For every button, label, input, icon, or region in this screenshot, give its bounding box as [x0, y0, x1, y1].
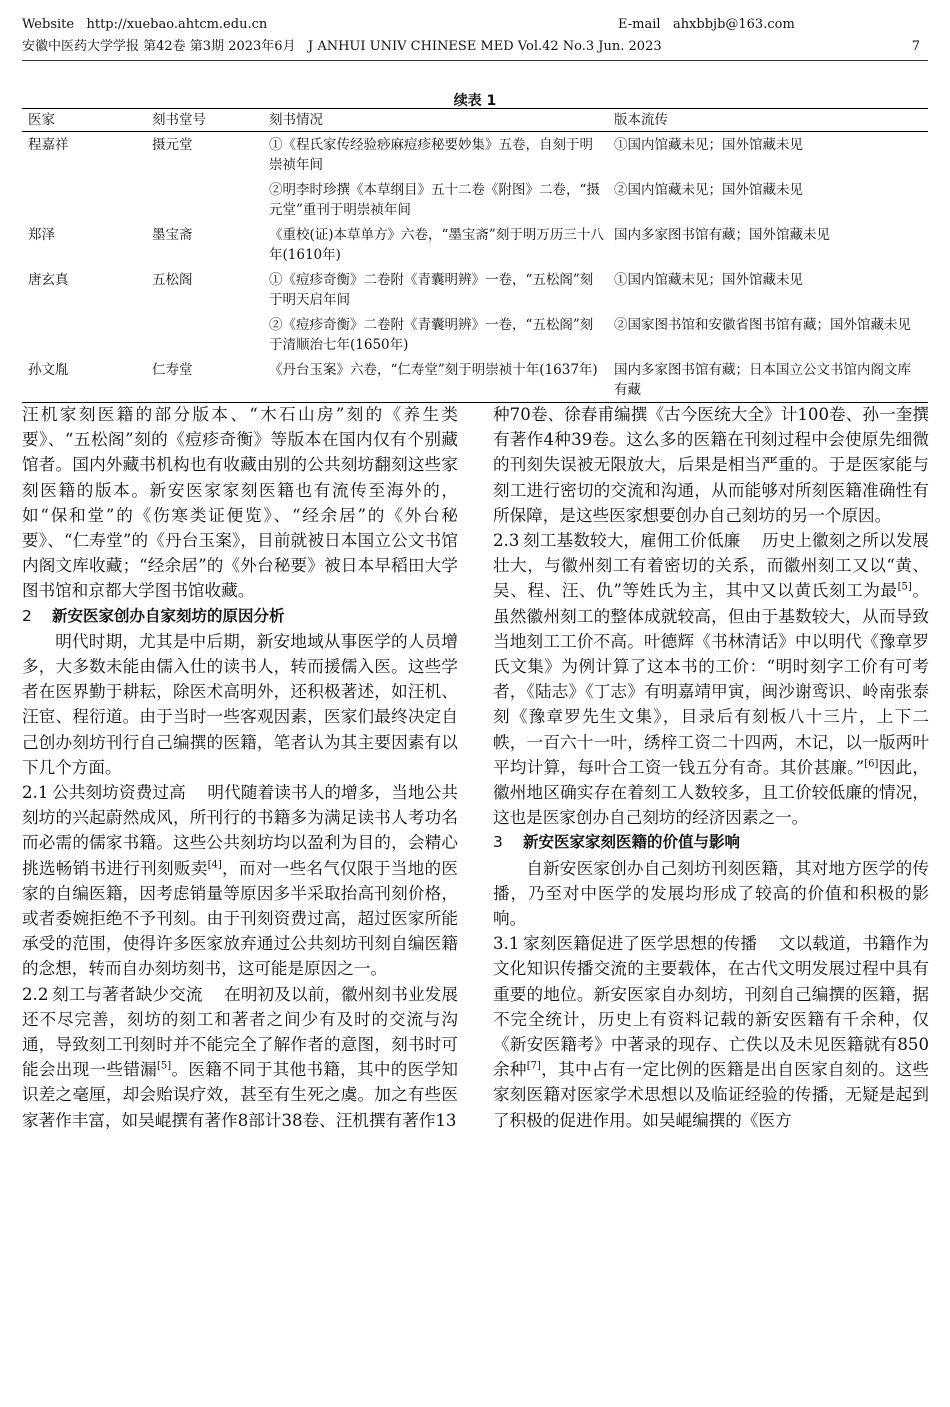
paragraph-text: 。虽然徽州刻工的整体成就较高，但由于基数较大，从而导致当地刻工工价不高。叶德辉《书林清话》中以明代《豫章罗氏文集》为例计算了这本书的工价：“明时刻字工价有可考者，《陆志》《丁志》有明嘉靖甲寅，闽沙谢鸾识、岭南张泰刻《豫章罗先生文集》，目录后有刻板八十三片，上下二帙，一百六十一叶，绣梓工资二十四两，木记，以一版两叶平均计算，每叶合工资一钱五分有奇。其价甚廉。” — [493, 581, 930, 777]
table-row — [22, 177, 928, 222]
table-cell — [22, 312, 146, 357]
table-cell — [146, 177, 263, 222]
citation[interactable]: [5] — [897, 581, 912, 593]
paragraph-text: ，而对一些名气仅限于当地的医家的自编医籍，因考虑销量等原因多半采取抬高刊刻价格，或者委婉拒绝不予刊刻。由于刊刻资费过高，超过医家所能承受的范围，使得许多医家放弃通过公共刻坊刊刻自编医籍的念想，转而自办刻坊刻书，这可能是原因之一。 — [22, 858, 459, 979]
website-label: Website — [22, 17, 75, 32]
table-cell — [146, 312, 263, 357]
subsection-number: 2.1 — [22, 783, 49, 803]
subsection-paragraph — [493, 931, 929, 1133]
table-cell — [22, 177, 146, 222]
table-cell: 孙文胤 — [22, 357, 146, 403]
citation[interactable]: [6] — [864, 758, 879, 770]
journal-title-cn: 安徽中医药大学学报 第42卷 第3期 2023年6月 — [22, 39, 296, 54]
paragraph-text: ，其中占有一定比例的医籍是出自医家自刻的。这些家刻医籍对医家学术思想以及临证经验的传播，无疑是起到了积极的促进作用。如吴崐编撰的《医方 — [493, 1060, 930, 1130]
right-column — [493, 402, 929, 1133]
section-title: 新安医家创办自家刻坊的原因分析 — [52, 606, 285, 625]
table-row — [22, 132, 928, 178]
paragraph: 明代时期，尤其是中后期，新安地域从事医学的人员增多，大多数未能由儒入仕的读书人，转而援儒入医。这些学者在医界勤于耕耘，除医术高明外，还积极著述，如汪机、汪宦、程衍道。由于当时一些客观因素，医家们最终决定自己创办刻坊刊行自己编撰的医籍，笔者认为其主要因素有以下几个方面。 — [22, 631, 458, 777]
email-address[interactable]: ahxbbjb@163.com — [672, 17, 795, 32]
table-cell: 《丹台玉案》六卷，“仁寿堂”刻于明崇祯十年(1637年) — [263, 357, 608, 403]
table-cell: ①《痘疹奇衡》二卷附《青囊明辨》一卷，“五松阁”刻于明天启年间 — [269, 272, 594, 308]
page-number: 7 — [911, 39, 920, 54]
table-cell: ①国内馆藏未见；国外馆藏未见 — [614, 137, 803, 153]
header-line-2 — [22, 38, 928, 56]
paragraph-text: 因此，徽州地区确实存在着刻工人数较多，且工价较低廉的情况，这也是医家创办自己刻坊的经济因素之一。 — [493, 757, 930, 828]
table-header-cell: 版本流传 — [608, 109, 928, 132]
email-label: E-mail — [618, 17, 661, 32]
table-row — [22, 357, 928, 403]
table-cell: 摄元堂 — [152, 137, 193, 153]
paragraph: 汪机家刻医籍的部分版本、“木石山房”刻的《养生类要》、“五松阁”刻的《痘疹奇衡》等版本在国内仅有个别藏馆者。国内外藏书机构也有收藏由别的公共刻坊翻刻这些家刻医籍的版本。新安医家家刻医籍也有流传至海外的，如“保和堂”的《伤寒类证便览》、“经余居”的《外台秘要》、“仁寿堂”的《丹台玉案》，目前就被日本国立公文书馆内阁文库收藏；“经余居”的《外台秘要》被日本早稻田大学图书馆和京都大学图书馆收藏。 — [22, 405, 458, 601]
subsection-number: 3.1 — [493, 934, 520, 954]
header-line-1 — [22, 16, 928, 34]
paragraph-text: 。医籍不同于其他书籍，其中的医学知识差之毫厘，却会贻误疗效，甚至有生死之虞。加之有些医家著作丰富，如吴崐撰有著作8部计38卷、汪机撰有著作13 — [22, 1060, 459, 1130]
table-header-cell: 医家 — [22, 109, 146, 132]
subsection-paragraph — [493, 528, 929, 830]
table-header-cell: 刻书堂号 — [146, 109, 263, 132]
subsection-number: 2.2 — [22, 984, 49, 1004]
table-cell: ②明李时珍撰《本草纲目》五十二卷《附图》二卷，“摄元堂”重刊于明崇祯年间 — [269, 182, 600, 218]
table-row — [22, 267, 928, 312]
section-number: 2 — [22, 606, 32, 625]
table-header-cell: 刻书情况 — [263, 109, 608, 132]
table-1-continued — [22, 108, 928, 403]
table-cell: 《重校(证)本草单方》六卷，“墨宝斋”刻于明万历三十八年(1610年) — [269, 227, 604, 263]
section-heading — [493, 830, 929, 855]
table-cell: 郑泽 — [28, 227, 55, 243]
paragraph-text: 文以载道，书籍作为文化知识传播交流的主要载体，在古代文明发展过程中具有重要的地位。新安医家自办刻坊，刊刻自己编撰的医籍，据不完全统计，历史上有资料记载的新安医籍有千余种，仅《新安医籍考》中著录的现存、亡佚以及未见医籍就有850余种 — [493, 934, 930, 1080]
subsection-title: 刻工与著者缺少交流 — [52, 984, 203, 1004]
table-row — [22, 312, 928, 357]
table-caption: 续表 1 — [453, 93, 497, 109]
table-cell: ②国家图书馆和安徽省图书馆有藏；国外馆藏未见 — [614, 317, 911, 333]
table-cell: 五松阁 — [152, 272, 193, 288]
section-number: 3 — [493, 833, 503, 852]
table-cell: 国内多家图书馆有藏；日本国立公文书馆内阁文库有藏 — [608, 357, 928, 403]
header-divider — [22, 60, 928, 61]
table-cell: 国内多家图书馆有藏；国外馆藏未见 — [614, 227, 830, 243]
paragraph: 种70卷、徐春甫编撰《古今医统大全》计100卷、孙一奎撰有著作4种39卷。这么多的医籍在刊刻过程中会使原先细微的刊刻失误被无限放大，后果是相当严重的。于是医家能与刻工进行密切的交流和沟通，从而能够对所刻医籍准确性有所保障，是这些医家想要创办自己刻坊的另一个原因。 — [493, 405, 929, 525]
paragraph: 自新安医家创办自己刻坊刊刻医籍，其对地方医学的传播，乃至对中医学的发展均形成了较高的价值和积极的影响。 — [493, 858, 929, 929]
citation[interactable]: [5] — [157, 1060, 172, 1072]
table-cell: 墨宝斋 — [152, 227, 193, 243]
table-cell: 仁寿堂 — [146, 357, 263, 403]
subsection-title: 公共刻坊资费过高 — [52, 783, 186, 803]
left-column — [22, 402, 458, 1133]
table-cell: 程嘉祥 — [28, 137, 69, 153]
citation[interactable]: [7] — [526, 1060, 541, 1072]
subsection-title: 家刻医籍促进了医学思想的传播 — [523, 934, 758, 954]
website-url[interactable]: http://xuebao.ahtcm.edu.cn — [86, 17, 268, 32]
table-header-row — [22, 109, 928, 132]
table-cell: ①国内馆藏未见；国外馆藏未见 — [614, 272, 803, 288]
table-row — [22, 222, 928, 267]
table-cell: ②国内馆藏未见；国外馆藏未见 — [614, 182, 803, 198]
subsection-title: 刻工基数较大，雇佣工价低廉 — [523, 531, 741, 551]
table-cell: ②《痘疹奇衡》二卷附《青囊明辨》一卷，“五松阁”刻于清顺治七年(1650年) — [269, 317, 594, 353]
journal-title-en: J ANHUI UNIV CHINESE MED Vol.42 No.3 Jun. 2023 — [307, 39, 662, 54]
subsection-paragraph — [22, 982, 458, 1133]
subsection-number: 2.3 — [493, 531, 520, 551]
paragraph-text: 在明初及以前，徽州刻书业发展还不尽完善，刻坊的刻工和著者之间少有及时的交流与沟通，导致刻工刊刻时并不能完全了解作者的意图，刻书时可能会出现一些错漏 — [22, 984, 458, 1080]
section-title: 新安医家家刻医籍的价值与影响 — [523, 833, 741, 852]
citation[interactable]: [4] — [207, 859, 222, 871]
section-heading — [22, 604, 458, 629]
paragraph-text: 历史上徽刻之所以发展壮大，与徽州刻工有着密切的关系，而徽州刻工又以“黄、吴、程、汪、仇”等姓氏为主，其中又以黄氏刻工为最 — [493, 531, 930, 601]
paragraph-text: 明代随着读书人的增多，当地公共刻坊的兴起蔚然成风，所刊行的书籍多为满足读书人考功名而必需的儒家书籍。这些公共刻坊均以盈利为目的，会精心挑选畅销书进行刊刻贩卖 — [22, 783, 459, 878]
subsection-paragraph — [22, 780, 458, 982]
table-cell: 唐玄真 — [28, 272, 69, 288]
table-cell: ①《程氏家传经验痧麻痘疹秘要妙集》五卷，自刻于明崇祯年间 — [269, 137, 593, 173]
